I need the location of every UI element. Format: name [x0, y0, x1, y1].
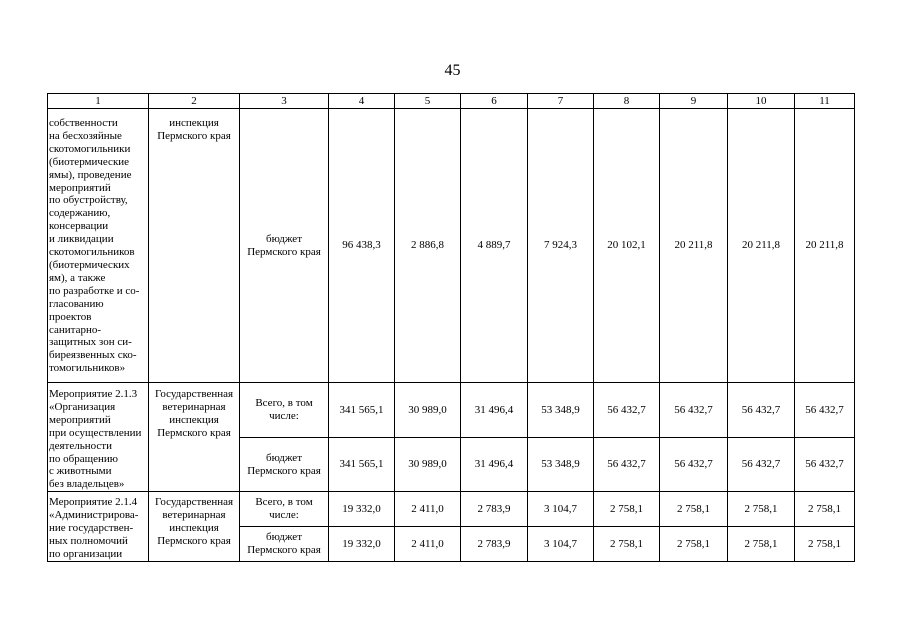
header-cell: 7: [528, 94, 594, 109]
value-cell: 2 758,1: [594, 527, 660, 562]
value-cell: 56 432,7: [594, 438, 660, 492]
value-cell: 341 565,1: [329, 438, 395, 492]
funding-source-cell: бюджет Пермского края: [240, 438, 329, 492]
value-cell: 2 758,1: [660, 492, 728, 527]
value-cell: 3 104,7: [528, 527, 594, 562]
value-cell: 56 432,7: [728, 438, 795, 492]
value-cell: 7 924,3: [528, 109, 594, 383]
value-cell: 3 104,7: [528, 492, 594, 527]
measure-name-cell: собственности на бесхозяйные скотомогильники (биотермические ямы), проведение мероприятий по обустройству, содержанию, консервации и ликвидации скотомогильников (биотермических ям), а также по разработке и со- гласованию проектов санитарно- защитных зон си- биреязвенных ско- томогильников»: [48, 109, 149, 383]
value-cell: 2 758,1: [728, 492, 795, 527]
value-cell: 2 758,1: [594, 492, 660, 527]
header-cell: 9: [660, 94, 728, 109]
value-cell: 53 348,9: [528, 383, 594, 438]
value-cell: 53 348,9: [528, 438, 594, 492]
value-cell: 20 102,1: [594, 109, 660, 383]
value-cell: 2 783,9: [461, 527, 528, 562]
value-cell: 56 432,7: [660, 383, 728, 438]
value-cell: 4 889,7: [461, 109, 528, 383]
header-cell: 5: [395, 94, 461, 109]
table-row: [48, 109, 855, 383]
header-cell: 8: [594, 94, 660, 109]
table-row: [48, 492, 855, 527]
value-cell: 30 989,0: [395, 383, 461, 438]
value-cell: 56 432,7: [795, 438, 855, 492]
value-cell: 20 211,8: [660, 109, 728, 383]
funding-source-cell: Всего, в том числе:: [240, 383, 329, 438]
header-cell: 11: [795, 94, 855, 109]
budget-table: [47, 93, 855, 562]
value-cell: 31 496,4: [461, 383, 528, 438]
value-cell: 20 211,8: [728, 109, 795, 383]
value-cell: 56 432,7: [728, 383, 795, 438]
value-cell: 2 411,0: [395, 527, 461, 562]
value-cell: 30 989,0: [395, 438, 461, 492]
value-cell: 20 211,8: [795, 109, 855, 383]
value-cell: 19 332,0: [329, 492, 395, 527]
executor-cell: Государственная ветеринарная инспекция Пермского края: [149, 492, 240, 562]
header-row: [48, 94, 855, 109]
value-cell: 2 783,9: [461, 492, 528, 527]
value-cell: 56 432,7: [660, 438, 728, 492]
value-cell: 2 758,1: [728, 527, 795, 562]
value-cell: 2 758,1: [795, 527, 855, 562]
value-cell: 96 438,3: [329, 109, 395, 383]
value-cell: 2 886,8: [395, 109, 461, 383]
value-cell: 2 411,0: [395, 492, 461, 527]
header-cell: 1: [48, 94, 149, 109]
header-cell: 10: [728, 94, 795, 109]
value-cell: 56 432,7: [594, 383, 660, 438]
page-number: 45: [444, 62, 461, 79]
value-cell: 2 758,1: [660, 527, 728, 562]
header-cell: 6: [461, 94, 528, 109]
measure-name-cell: Мероприятие 2.1.3 «Организация мероприятий при осуществлении деятельности по обращению с животными без владельцев»: [48, 383, 149, 492]
table-row: [48, 383, 855, 438]
funding-source-cell: Всего, в том числе:: [240, 492, 329, 527]
value-cell: 341 565,1: [329, 383, 395, 438]
executor-cell: инспекция Пермского края: [149, 109, 240, 383]
funding-source-cell: бюджет Пермского края: [240, 527, 329, 562]
header-cell: 3: [240, 94, 329, 109]
value-cell: 19 332,0: [329, 527, 395, 562]
value-cell: 31 496,4: [461, 438, 528, 492]
value-cell: 2 758,1: [795, 492, 855, 527]
measure-name-cell: Мероприятие 2.1.4 «Администрирова- ние государствен- ных полномочий по организации: [48, 492, 149, 562]
value-cell: 56 432,7: [795, 383, 855, 438]
funding-source-cell: бюджет Пермского края: [240, 109, 329, 383]
header-cell: 4: [329, 94, 395, 109]
header-cell: 2: [149, 94, 240, 109]
executor-cell: Государственная ветеринарная инспекция Пермского края: [149, 383, 240, 492]
